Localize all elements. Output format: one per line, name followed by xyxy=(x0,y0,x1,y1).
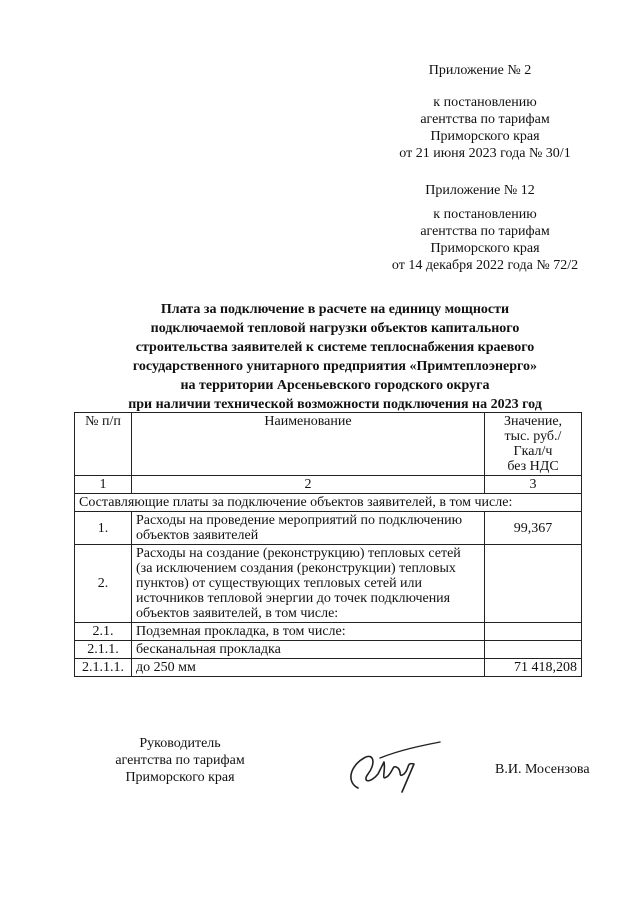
ref-line: Приморского края xyxy=(430,129,540,144)
column-number: 3 xyxy=(485,476,582,494)
header-name: Наименование xyxy=(132,413,485,476)
row-name: Расходы на проведение мероприятий по подключению объектов заявителей xyxy=(132,512,485,545)
row-name: Расходы на создание (реконструкцию) тепловых сетей (за исключением создания (реконструкции) тепловых пунктов) от существующих тепловых сетей или источников тепловой энергии до точек подключения объектов заявителей, в том числе: xyxy=(132,545,485,623)
title-line: на территории Арсеньевского городского округа xyxy=(180,378,490,393)
row-name: до 250 мм xyxy=(132,659,485,677)
ref-line: агентства по тарифам xyxy=(420,112,550,127)
appendix-12-header xyxy=(380,182,580,199)
signature-flourish xyxy=(380,742,440,758)
handwritten-signature xyxy=(340,738,450,798)
appendix-title: Приложение № 12 xyxy=(425,183,535,198)
position-line: агентства по тарифам xyxy=(115,753,245,768)
row-value xyxy=(485,641,582,659)
appendix-2-resolution-ref xyxy=(370,94,600,162)
row-num: 2.1. xyxy=(75,623,132,641)
row-value xyxy=(485,623,582,641)
table-row xyxy=(75,545,582,623)
title-line: при наличии технической возможности подключения на 2023 год xyxy=(128,397,542,412)
title-line: Плата за подключение в расчете на единицу мощности xyxy=(160,302,510,317)
appendix-title: Приложение № 2 xyxy=(428,63,532,78)
row-value xyxy=(485,545,582,623)
document-title xyxy=(100,300,570,414)
ref-line: к постановлению xyxy=(433,95,537,110)
row-num: 2.1.1. xyxy=(75,641,132,659)
column-number-row xyxy=(75,476,582,494)
position-line: Руководитель xyxy=(139,736,221,751)
row-name: бесканальная прокладка xyxy=(132,641,485,659)
column-number: 2 xyxy=(132,476,485,494)
signatory-name: В.И. Мосензова xyxy=(495,762,590,777)
ref-line: агентства по тарифам xyxy=(420,224,550,239)
title-line: строительства заявителей к системе теплоснабжения краевого xyxy=(135,340,535,355)
header-value-line: без НДС xyxy=(507,459,559,474)
section-label: Составляющие платы за подключение объектов заявителей, в том числе: xyxy=(75,494,582,512)
table-header-row xyxy=(75,413,582,476)
table-row xyxy=(75,641,582,659)
section-row xyxy=(75,494,582,512)
title-line: государственного унитарного предприятия «Примтеплоэнерго» xyxy=(132,359,538,374)
row-value: 71 418,208 xyxy=(485,659,582,677)
tariff-table xyxy=(74,412,582,677)
position-line: Приморского края xyxy=(125,770,235,785)
column-number: 1 xyxy=(75,476,132,494)
row-num: 2.1.1.1. xyxy=(75,659,132,677)
header-value-line: Значение, xyxy=(503,414,563,429)
header-value-line: тыс. руб./Гкал/ч xyxy=(504,429,562,459)
title-line: подключаемой тепловой нагрузки объектов капитального xyxy=(150,321,520,336)
table-row xyxy=(75,659,582,677)
row-value: 99,367 xyxy=(485,512,582,545)
appendix-2-header xyxy=(380,62,580,94)
ref-line: к постановлению xyxy=(433,207,537,222)
row-num: 1. xyxy=(75,512,132,545)
ref-line: от 14 декабря 2022 года № 72/2 xyxy=(391,258,579,273)
header-num: № п/п xyxy=(75,413,132,476)
row-name: Подземная прокладка, в том числе: xyxy=(132,623,485,641)
table-row xyxy=(75,512,582,545)
ref-line: от 21 июня 2023 года № 30/1 xyxy=(399,146,571,161)
appendix-12-resolution-ref xyxy=(370,206,600,274)
header-value xyxy=(485,413,582,476)
table-row xyxy=(75,623,582,641)
ref-line: Приморского края xyxy=(430,241,540,256)
signatory-position xyxy=(110,735,250,786)
row-num: 2. xyxy=(75,545,132,623)
signature-stroke xyxy=(351,756,414,792)
